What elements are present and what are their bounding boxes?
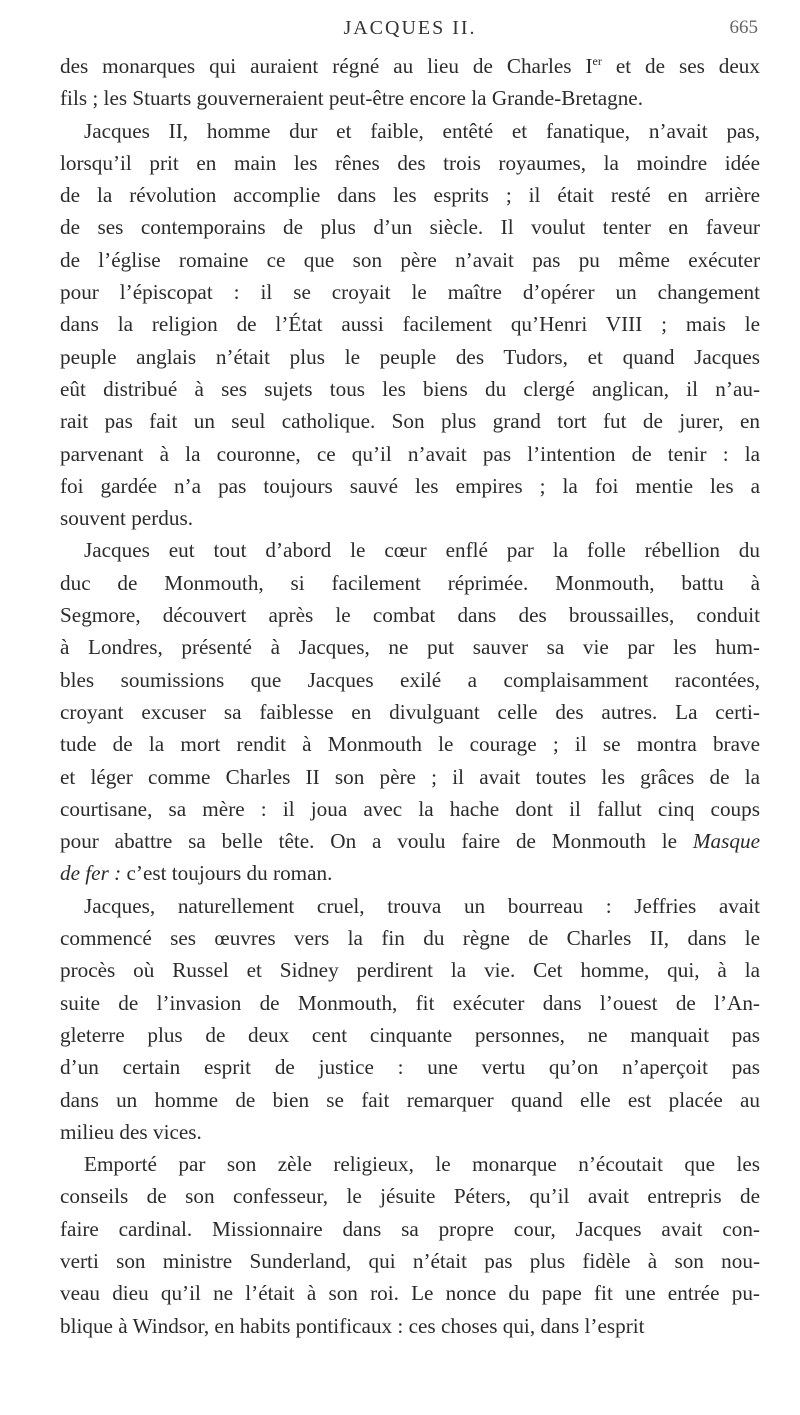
text-line: suite de l’invasion de Monmouth, fit exécuter dans l’ouest de l’An- bbox=[60, 990, 760, 1015]
text-line: de fer : c’est toujours du roman. bbox=[60, 861, 333, 886]
text-line: des monarques qui auraient régné au lieu de Charles Ier et de ses deux bbox=[60, 54, 760, 78]
text-line: foi gardée n’a pas toujours sauvé les empires ; la foi mentie les a bbox=[60, 473, 760, 498]
text-line: Jacques eut tout d’abord le cœur enflé par la folle rébellion du bbox=[84, 538, 760, 563]
text-line: lorsqu’il prit en main les rênes des trois royaumes, la moindre idée bbox=[60, 150, 760, 175]
text-line: dans un homme de bien se fait remarquer quand elle est placée au bbox=[60, 1087, 760, 1112]
text-line: Jacques II, homme dur et faible, entêté et fanatique, n’avait pas, bbox=[84, 118, 760, 143]
page-number: 665 bbox=[729, 17, 758, 38]
text-line: Jacques, naturellement cruel, trouva un bourreau : Jeffries avait bbox=[84, 893, 760, 918]
text-line: commencé ses œuvres vers la fin du règne de Charles II, dans le bbox=[60, 926, 760, 951]
text-line: gleterre plus de deux cent cinquante personnes, ne manquait pas bbox=[60, 1022, 760, 1047]
text-line: blique à Windsor, en habits pontificaux : ces choses qui, dans l’esprit bbox=[60, 1313, 645, 1338]
text-line: pour abattre sa belle tête. On a voulu faire de Monmouth le Masque bbox=[60, 829, 760, 854]
text-line: dans la religion de l’État aussi facilement qu’Henri VIII ; mais le bbox=[60, 312, 760, 337]
text-line: de la révolution accomplie dans les esprits ; il était resté en arrière bbox=[60, 183, 760, 208]
text-line: de ses contemporains de plus d’un siècle. Il voulut tenter en faveur bbox=[60, 215, 760, 240]
text-line: bles soumissions que Jacques exilé a complaisamment racontées, bbox=[60, 667, 760, 692]
text-line: à Londres, présenté à Jacques, ne put sauver sa vie par les hum- bbox=[60, 635, 760, 660]
text-line: d’un certain esprit de justice : une vertu qu’on n’aperçoit pas bbox=[60, 1055, 760, 1080]
text-line: faire cardinal. Missionnaire dans sa propre cour, Jacques avait con- bbox=[60, 1216, 760, 1241]
text-line: peuple anglais n’était plus le peuple des Tudors, et quand Jacques bbox=[60, 344, 760, 369]
text-line: rait pas fait un seul catholique. Son plus grand tort fut de jurer, en bbox=[60, 409, 760, 434]
text-line: procès où Russel et Sidney perdirent la vie. Cet homme, qui, à la bbox=[60, 958, 760, 983]
text-line: verti son ministre Sunderland, qui n’était pas plus fidèle à son nou- bbox=[60, 1248, 760, 1273]
text-line: et léger comme Charles II son père ; il avait toutes les grâces de la bbox=[60, 764, 760, 789]
running-title: JACQUES II. bbox=[343, 17, 477, 39]
text-line: eût distribué à ses sujets tous les biens du clergé anglican, il n’au- bbox=[60, 376, 760, 401]
text-line: milieu des vices. bbox=[60, 1119, 202, 1144]
text-line: tude de la mort rendit à Monmouth le courage ; il se montra brave bbox=[60, 732, 760, 757]
body-text bbox=[60, 50, 760, 1342]
text-line: veau dieu qu’il ne l’était à son roi. Le nonce du pape fit une entrée pu- bbox=[60, 1281, 760, 1306]
text-line: fils ; les Stuarts gouverneraient peut-être encore la Grande-Bretagne. bbox=[60, 86, 643, 111]
text-line: duc de Monmouth, si facilement réprimée. Monmouth, battu à bbox=[60, 570, 760, 595]
text-line: Segmore, découvert après le combat dans des broussailles, conduit bbox=[60, 603, 760, 628]
text-line: croyant excuser sa faiblesse en divulguant celle des autres. La certi- bbox=[60, 699, 760, 724]
text-line: courtisane, sa mère : il joua avec la hache dont il fallut cinq coups bbox=[60, 796, 760, 821]
page-header bbox=[60, 0, 760, 50]
text-line: souvent perdus. bbox=[60, 506, 193, 531]
text-line: Emporté par son zèle religieux, le monarque n’écoutait que les bbox=[84, 1152, 760, 1177]
text-line: conseils de son confesseur, le jésuite Péters, qu’il avait entrepris de bbox=[60, 1184, 760, 1209]
book-page bbox=[60, 0, 760, 1342]
text-line: parvenant à la couronne, ce qu’il n’avait pas l’intention de tenir : la bbox=[60, 441, 760, 466]
text-line: de l’église romaine ce que son père n’avait pas pu même exécuter bbox=[60, 247, 760, 272]
text-line: pour l’épiscopat : il se croyait le maître d’opérer un changement bbox=[60, 280, 760, 305]
